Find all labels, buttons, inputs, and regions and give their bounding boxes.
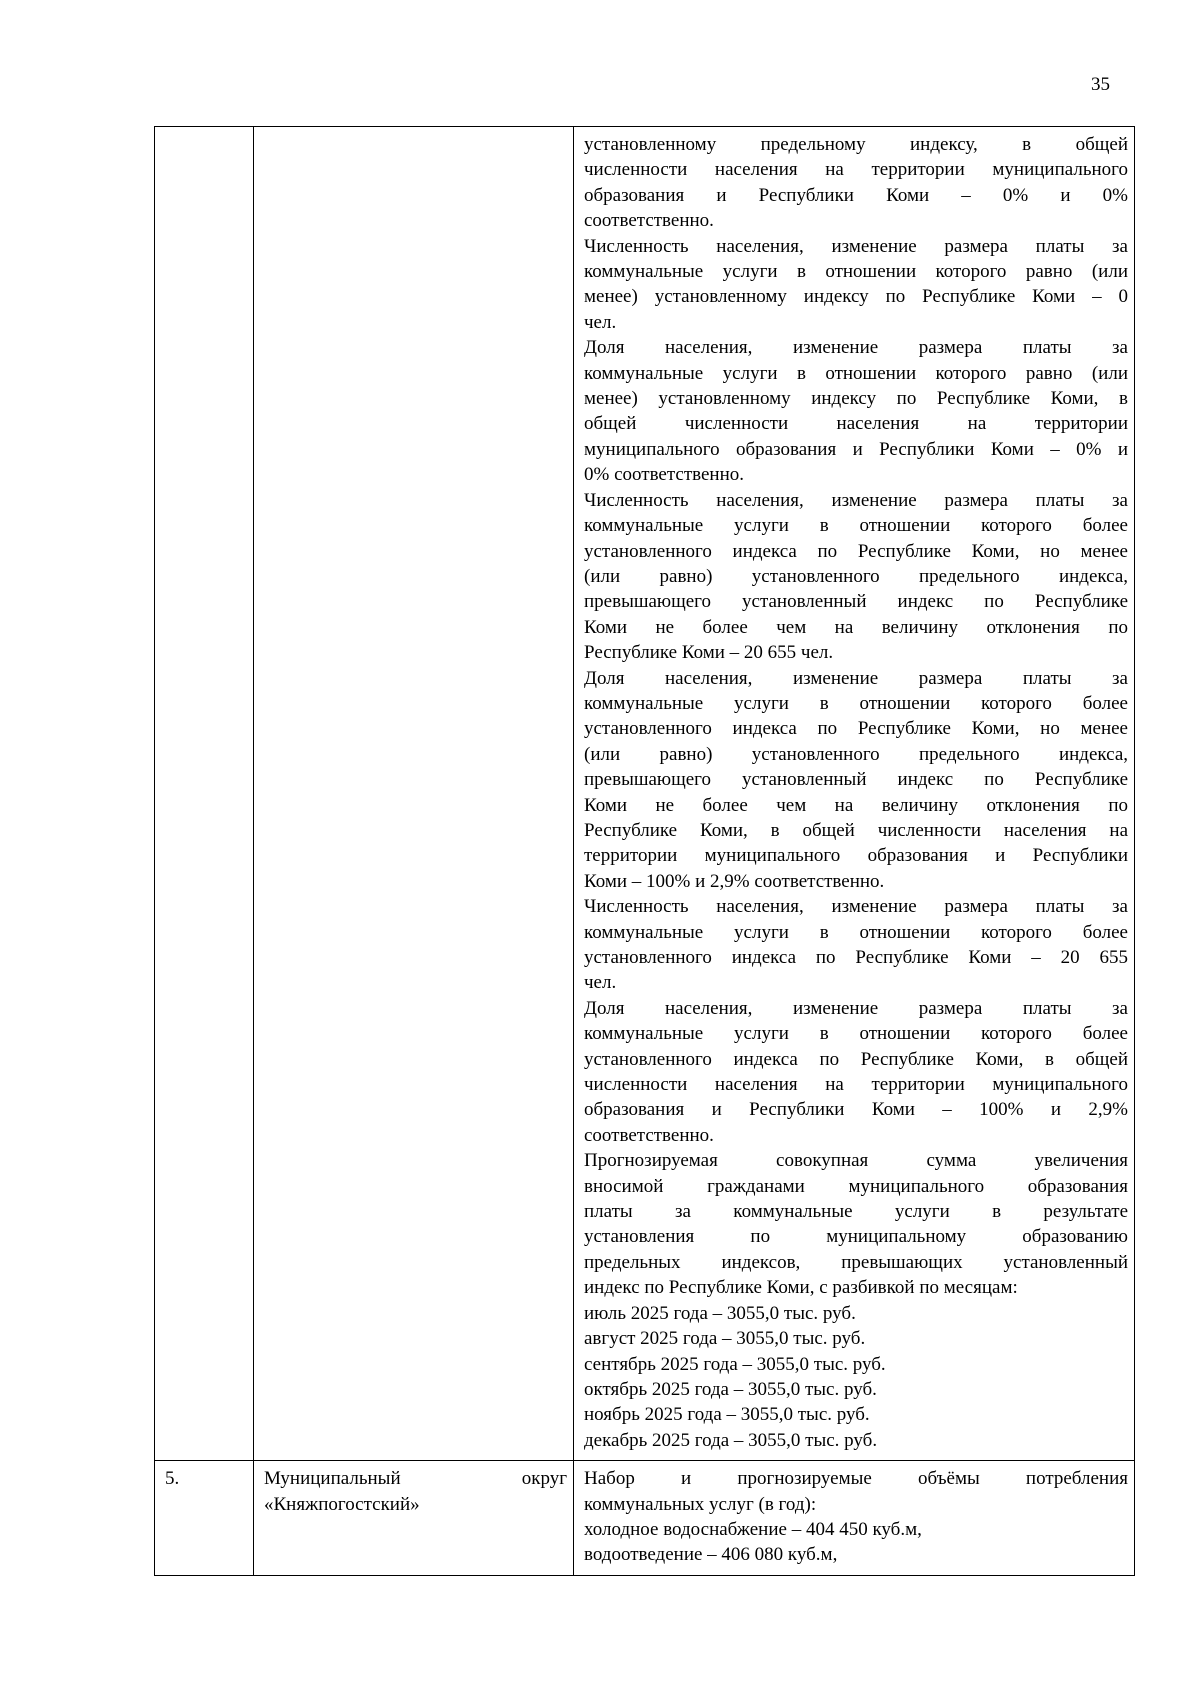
text-line: превышающего установленный индекс по Республике [584, 769, 1128, 791]
text-line: сентябрь 2025 года – 3055,0 тыс. руб. [584, 1353, 886, 1375]
row-number-cell [155, 127, 254, 1461]
municipality-cell [254, 1461, 574, 1576]
text-line: установленного индекса по Республике Коми, в общей [584, 1048, 1128, 1070]
row1-text [584, 132, 1128, 1453]
text-line: вносимой гражданами муниципального образования [584, 1175, 1128, 1197]
text-line: установленному предельному индексу, в общей [584, 134, 1128, 155]
paragraph [584, 335, 1128, 487]
text-line: Коми – 100% и 2,9% соответственно. [584, 870, 885, 892]
text-line: коммунальные услуги в отношении которого равно (или [584, 362, 1128, 384]
monthly-breakdown [584, 1301, 1128, 1453]
text-line: менее) установленному индексу по Республике Коми, в [584, 388, 1128, 410]
table-row [155, 127, 1135, 1461]
row2-text [584, 1466, 1128, 1568]
paragraph [584, 488, 1128, 666]
text-line: коммунальные услуги в отношении которого более [584, 1023, 1128, 1045]
text-line: Республике Коми, в общей численности населения на [584, 819, 1128, 841]
text-line: Численность населения, изменение размера платы за [584, 489, 1128, 511]
text-line: платы за коммунальные услуги в результате [584, 1201, 1128, 1223]
paragraph [584, 234, 1128, 336]
paragraph [584, 1466, 1128, 1517]
text-line: численности населения на территории муниципального [584, 1074, 1128, 1096]
text-line: коммунальные услуги в отношении которого более [584, 692, 1128, 714]
description-cell [574, 127, 1135, 1461]
text-line: холодное водоснабжение – 404 450 куб.м, [584, 1518, 922, 1540]
text-line: образования и Республики Коми – 0% и 0% [584, 184, 1128, 206]
text-line: территории муниципального образования и Республики [584, 845, 1128, 867]
paragraph [584, 666, 1128, 895]
text-line: Прогнозируемая совокупная сумма увеличения [584, 1150, 1128, 1172]
row-number: 5. [155, 1461, 254, 1576]
text-line: коммунальных услуг (в год): [584, 1493, 817, 1515]
text-line: численности населения на территории муниципального [584, 159, 1128, 181]
text-line: Республике Коми – 20 655 чел. [584, 642, 834, 664]
text-line: (или равно) установленного предельного индекса, [584, 743, 1128, 765]
text-line: чел. [584, 311, 617, 333]
municipality-name-line2: «Княжпогостский» [264, 1493, 420, 1515]
text-line: образования и Республики Коми – 100% и 2,9% [584, 1099, 1128, 1121]
paragraph [584, 132, 1128, 234]
text-line: установления по муниципальному образованию [584, 1226, 1128, 1248]
text-line: Численность населения, изменение размера платы за [584, 896, 1128, 918]
text-line: август 2025 года – 3055,0 тыс. руб. [584, 1328, 866, 1350]
text-line: соответственно. [584, 210, 714, 232]
text-line: Доля населения, изменение размера платы за [584, 997, 1128, 1019]
municipality-name-line1: Муниципальный округ [264, 1468, 567, 1490]
text-line: (или равно) установленного предельного индекса, [584, 565, 1128, 587]
text-line: Коми не более чем на величину отклонения по [584, 794, 1128, 816]
text-line: установленного индекса по Республике Коми, но менее [584, 718, 1128, 740]
municipal-table [154, 126, 1135, 1576]
text-line: водоотведение – 406 080 куб.м, [584, 1544, 838, 1566]
text-line: Доля населения, изменение размера платы за [584, 337, 1128, 359]
text-line: декабрь 2025 года – 3055,0 тыс. руб. [584, 1429, 878, 1451]
text-line: коммунальные услуги в отношении которого равно (или [584, 261, 1128, 283]
text-line: предельных индексов, превышающих установленный [584, 1251, 1128, 1273]
text-line: соответственно. [584, 1124, 714, 1146]
text-line: Численность населения, изменение размера платы за [584, 235, 1128, 257]
text-line: менее) установленному индексу по Республике Коми – 0 [584, 286, 1128, 308]
text-line: общей численности населения на территории [584, 413, 1128, 435]
table-row [155, 1461, 1135, 1576]
description-cell [574, 1461, 1135, 1576]
text-line: октябрь 2025 года – 3055,0 тыс. руб. [584, 1378, 877, 1400]
text-line: индекс по Республике Коми, с разбивкой по месяцам: [584, 1277, 1018, 1299]
paragraph [584, 894, 1128, 996]
text-line: коммунальные услуги в отношении которого более [584, 515, 1128, 537]
paragraph [584, 1148, 1128, 1300]
text-line: Доля населения, изменение размера платы за [584, 667, 1128, 689]
text-line: установленного индекса по Республике Коми, но менее [584, 540, 1128, 562]
text-line: июль 2025 года – 3055,0 тыс. руб. [584, 1302, 856, 1324]
text-line: 0% соответственно. [584, 464, 745, 486]
municipality-cell [254, 127, 574, 1461]
text-line: Набор и прогнозируемые объёмы потребления [584, 1468, 1128, 1490]
text-line: чел. [584, 972, 617, 994]
text-line: превышающего установленный индекс по Республике [584, 591, 1128, 613]
paragraph [584, 996, 1128, 1148]
text-line: установленного индекса по Республике Коми – 20 655 [584, 947, 1128, 968]
text-line: Коми не более чем на величину отклонения по [584, 616, 1128, 638]
text-line: ноябрь 2025 года – 3055,0 тыс. руб. [584, 1404, 870, 1426]
consumption-list [584, 1517, 1128, 1568]
page-number: 35 [1091, 74, 1110, 95]
text-line: коммунальные услуги в отношении которого более [584, 921, 1128, 943]
text-line: муниципального образования и Республики Коми – 0% и [584, 438, 1128, 460]
